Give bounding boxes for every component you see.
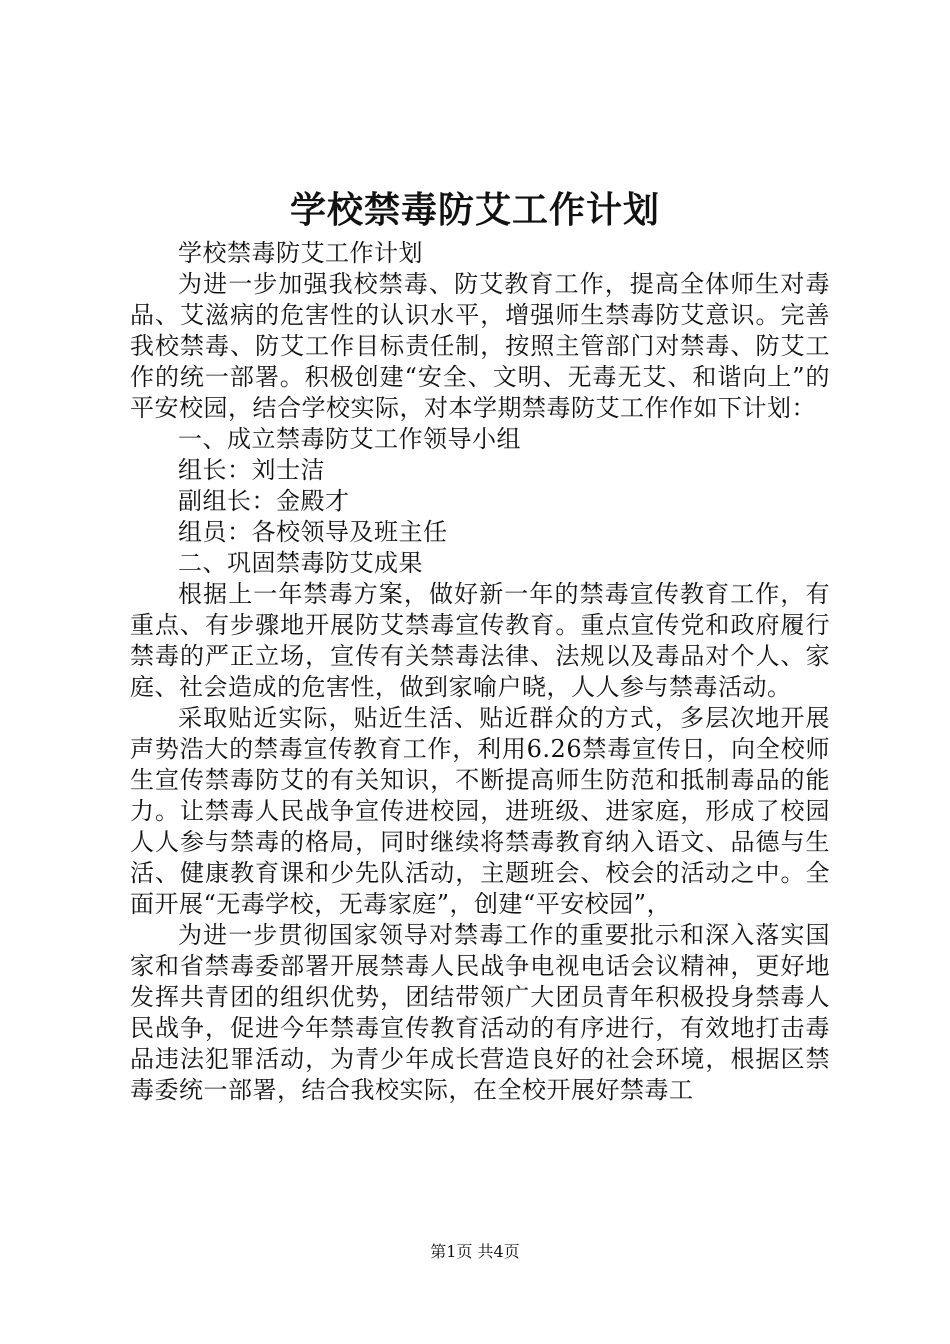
paragraph-body: 为进一步贯彻国家领导对禁毒工作的重要批示和深入落实国家和省禁毒委部署开展禁毒人民战争电视电话会议精神，更好地发挥共青团的组织优势，团结带领广大团员青年积极投身禁毒人民战争，促进今年禁毒宣传教育活动的有序进行，有效地打击毒品违法犯罪活动，为青少年成长营造良好的社会环境，根据区禁毒委统一部署，结合我校实际，在全校开展好禁毒工: [130, 921, 830, 1104]
page-footer: 第1页 共4页: [430, 1242, 520, 1261]
deputy-leader-line: 副组长：金殿才: [178, 487, 350, 515]
leader-line: 组长：刘士洁: [178, 456, 325, 484]
document-body: [130, 238, 830, 1106]
paragraph-intro: 为进一步加强我校禁毒、防艾教育工作，提高全体师生对毒品、艾滋病的危害性的认识水平，增强师生禁毒防艾意识。完善我校禁毒、防艾工作目标责任制，按照主管部门对禁毒、防艾工作的统一部署。积极创建“安全、文明、无毒无艾、和谐向上”的平安校园，结合学校实际，对本学期禁毒防艾工作作如下计划：: [130, 270, 830, 422]
paragraph-subtitle: 学校禁毒防艾工作计划: [178, 239, 423, 267]
members-line: 组员：各校领导及班主任: [178, 518, 448, 546]
section-heading-1: 一、成立禁毒防艾工作领导小组: [178, 425, 521, 453]
paragraph-body: 根据上一年禁毒方案，做好新一年的禁毒宣传教育工作，有重点、有步骤地开展防艾禁毒宣传教育。重点宣传党和政府履行禁毒的严正立场，宣传有关禁毒法律、法规以及毒品对个人、家庭、社会造成的危害性，做到家喻户晓，人人参与禁毒活动。: [130, 580, 830, 701]
paragraph-body: 采取贴近实际，贴近生活、贴近群众的方式，多层次地开展声势浩大的禁毒宣传教育工作，利用6.26禁毒宣传日，向全校师生宣传禁毒防艾的有关知识，不断提高师生防范和抵制毒品的能力。让禁毒人民战争宣传进校园，进班级、进家庭，形成了校园人人参与禁毒的格局，同时继续将禁毒教育纳入语文、品德与生活、健康教育课和少先队活动，主题班会、校会的活动之中。全面开展“无毒学校，无毒家庭”，创建“平安校园”，: [130, 704, 830, 918]
section-heading-2: 二、巩固禁毒防艾成果: [178, 549, 423, 577]
page-title: 学校禁毒防艾工作计划: [289, 189, 660, 231]
